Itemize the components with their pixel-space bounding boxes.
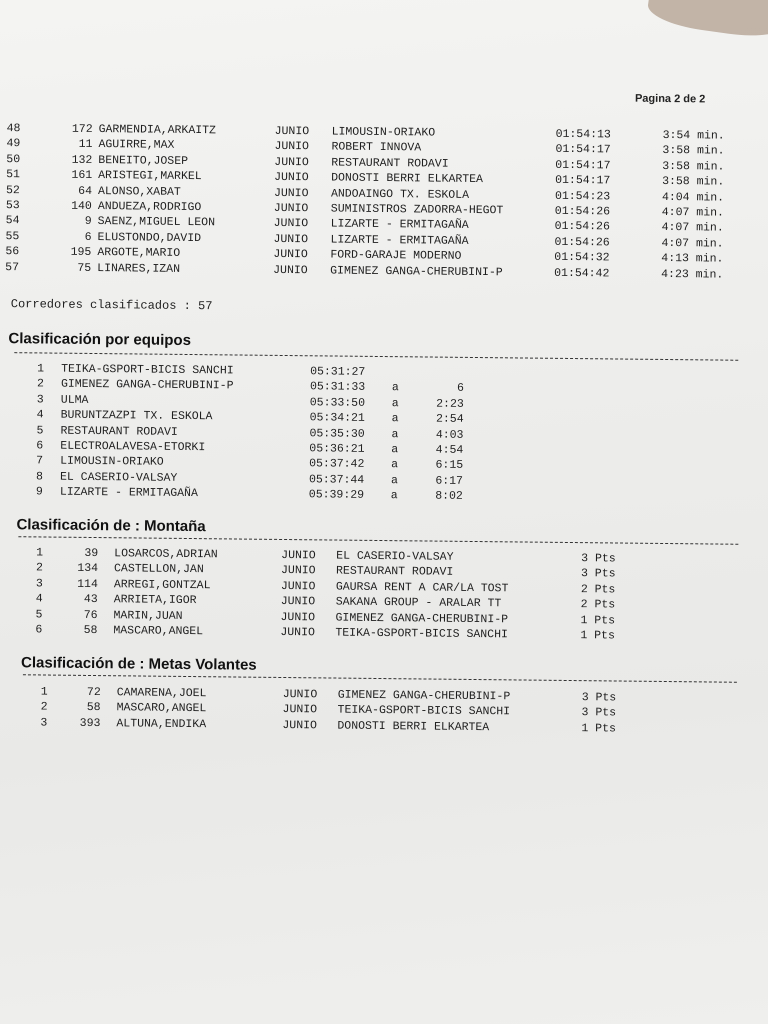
finish-time: 01:54:17: [555, 158, 611, 173]
category: JUNIO: [280, 595, 316, 609]
position: 57: [5, 260, 20, 274]
category: JUNIO: [280, 610, 316, 624]
bib-number: 58: [83, 623, 98, 638]
rider-name: MARIN,JUAN: [113, 608, 183, 623]
team-time: 05:33:50: [309, 396, 366, 410]
team-gap: 4:54: [435, 443, 464, 457]
team-name: EL CASERIO-VALSAY: [336, 549, 454, 564]
points: 3 Pts: [581, 691, 617, 705]
rider-name: ELUSTONDO,DAVID: [97, 230, 202, 245]
points: 2 Pts: [580, 598, 616, 612]
bib-number: 172: [71, 122, 93, 136]
finish-time: 01:54:13: [555, 127, 611, 142]
rider-name: ALONSO,XABAT: [97, 184, 181, 199]
gap-prefix: a: [391, 443, 399, 457]
position: 4: [35, 592, 43, 606]
team-time: 05:34:21: [309, 411, 365, 426]
team-position: 8: [35, 470, 43, 484]
team-name: BURUNTZAZPI TX. ESKOLA: [60, 408, 213, 424]
team-name: TEIKA-GSPORT-BICIS SANCHI: [61, 362, 234, 378]
category: JUNIO: [273, 217, 309, 231]
time-gap: 3:58 min.: [662, 144, 725, 158]
team-name: SUMINISTROS ZADORRA-HEGOT: [330, 202, 504, 218]
team-name: RESTAURANT RODAVI: [331, 156, 449, 171]
rider-name: CAMARENA,JOEL: [116, 686, 207, 701]
team-name: RESTAURANT RODAVI: [60, 424, 178, 439]
mountain-heading: Clasificación de : Montaña: [16, 516, 206, 536]
position: 1: [40, 685, 48, 699]
team-name: TEIKA-GSPORT-BICIS SANCHI: [337, 703, 511, 719]
category: JUNIO: [280, 625, 315, 640]
team-name: ULMA: [60, 393, 89, 407]
position: 5: [35, 608, 43, 622]
team-name: LIZARTE - ERMITAGAÑA: [330, 217, 469, 233]
team-name: DONOSTI BERRI ELKARTEA: [331, 171, 484, 187]
time-gap: 4:07 min.: [661, 221, 724, 235]
rider-name: BENEITO,JOSEP: [98, 153, 189, 168]
bib-number: 72: [86, 685, 101, 700]
category: JUNIO: [281, 548, 316, 563]
team-name: DONOSTI BERRI ELKARTEA: [337, 719, 490, 734]
team-time: 05:36:21: [309, 442, 365, 456]
rider-name: AGUIRRE,MAX: [98, 138, 175, 153]
category: JUNIO: [274, 140, 310, 154]
category: JUNIO: [273, 232, 309, 247]
team-name: GIMENEZ GANGA-CHERUBINI-P: [330, 264, 503, 279]
category: JUNIO: [273, 201, 309, 216]
category: JUNIO: [274, 171, 309, 185]
gap-prefix: a: [391, 381, 399, 395]
bib-number: 64: [78, 184, 93, 198]
category: JUNIO: [274, 124, 310, 139]
points: 1 Pts: [581, 721, 616, 736]
rider-name: LOSARCOS,ADRIAN: [114, 547, 218, 562]
gap-prefix: a: [390, 473, 398, 487]
team-gap: [416, 366, 464, 367]
time-gap: 4:07 min.: [661, 205, 725, 220]
team-name: TEIKA-GSPORT-BICIS SANCHI: [335, 626, 508, 642]
team-time: 05:31:27: [310, 365, 366, 379]
category: JUNIO: [273, 186, 309, 200]
position: 49: [6, 137, 21, 151]
page-number: Pagina 2 de 2: [634, 92, 706, 106]
team-time: 05:31:33: [309, 380, 366, 395]
points: 1 Pts: [580, 629, 615, 643]
points: 3 Pts: [581, 552, 616, 566]
category: JUNIO: [282, 703, 318, 717]
bib-number: 140: [71, 199, 92, 213]
finish-time: 01:54:26: [554, 220, 610, 234]
position: 56: [5, 245, 20, 259]
position: 48: [6, 122, 21, 136]
time-gap: 4:04 min.: [661, 190, 725, 205]
sprints-heading: Clasificación de : Metas Volantes: [20, 654, 257, 674]
team-time: 05:37:42: [309, 457, 365, 472]
rider-name: ARREGI,GONTZAL: [113, 578, 211, 593]
points: 3 Pts: [580, 567, 616, 581]
time-gap: 4:07 min.: [661, 236, 724, 251]
bib-number: 132: [71, 153, 93, 167]
team-name: LIMOUSIN-ORIAKO: [331, 125, 436, 140]
rider-name: SAENZ,MIGUEL LEON: [97, 215, 216, 230]
rider-name: ARISTEGI,MARKEL: [98, 169, 202, 184]
rider-name: CASTELLON,JAN: [113, 562, 204, 577]
team-gap: 6:15: [435, 458, 464, 473]
rider-name: ARRIETA,IGOR: [113, 593, 197, 608]
bib-number: 9: [84, 215, 92, 229]
team-name: GIMENEZ GANGA-CHERUBINI-P: [337, 688, 511, 704]
bib-number: 161: [71, 168, 93, 183]
position: 53: [5, 199, 20, 213]
team-time: 05:37:44: [308, 473, 365, 487]
category: JUNIO: [282, 687, 318, 702]
rider-name: ANDUEZA,RODRIGO: [97, 200, 202, 215]
position: 2: [35, 561, 44, 575]
rider-name: GARMENDIA,ARKAITZ: [98, 123, 217, 138]
team-name: SAKANA GROUP - ARALAR TT: [335, 595, 502, 611]
team-gap: 8:02: [435, 489, 463, 504]
team-position: 3: [36, 393, 44, 407]
bib-number: 43: [83, 593, 98, 607]
finish-time: 01:54:26: [554, 235, 610, 250]
team-name: GIMENEZ GANGA-CHERUBINI-P: [335, 611, 509, 626]
team-name: LIZARTE - ERMITAGAÑA: [59, 485, 198, 501]
points: 3 Pts: [581, 706, 617, 720]
position: 6: [35, 623, 43, 637]
position: 3: [35, 577, 43, 591]
category: JUNIO: [273, 263, 308, 277]
team-gap: 6:17: [435, 474, 464, 488]
classified-count: Corredores clasificados : 57: [10, 297, 213, 314]
team-name: GIMENEZ GANGA-CHERUBINI-P: [60, 378, 234, 393]
team-name: RESTAURANT RODAVI: [335, 564, 454, 580]
position: 50: [6, 152, 21, 167]
team-name: LIZARTE - ERMITAGAÑA: [330, 233, 469, 248]
category: JUNIO: [280, 579, 316, 594]
rider-name: ALTUNA,ENDIKA: [116, 717, 207, 731]
time-gap: 4:23 min.: [661, 267, 724, 282]
bib-number: 11: [78, 138, 93, 152]
bib-number: 39: [84, 546, 99, 561]
team-position: 7: [36, 454, 44, 468]
team-position: 6: [36, 439, 44, 453]
position: 54: [5, 214, 20, 228]
teams-divider: [14, 352, 738, 361]
time-gap: 3:58 min.: [662, 175, 725, 189]
gap-prefix: a: [391, 396, 399, 410]
gap-prefix: a: [391, 412, 399, 426]
category: JUNIO: [280, 564, 316, 578]
finish-time: 01:54:17: [555, 143, 611, 157]
rider-name: ARGOTE,MARIO: [97, 246, 181, 261]
category: JUNIO: [273, 248, 308, 262]
bib-number: 58: [86, 701, 101, 715]
team-name: EL CASERIO-VALSAY: [59, 470, 178, 485]
team-name: LIMOUSIN-ORIAKO: [60, 455, 164, 470]
mountain-divider: [18, 536, 738, 545]
team-position: 5: [36, 423, 44, 438]
finish-time: 01:54:32: [554, 251, 610, 265]
position: 52: [5, 183, 20, 197]
finish-time: 01:54:42: [554, 266, 610, 280]
finish-time: 01:54:17: [555, 174, 611, 188]
category: JUNIO: [274, 155, 309, 170]
points: 2 Pts: [580, 582, 616, 597]
team-name: ROBERT INNOVA: [331, 140, 422, 155]
rider-name: MASCARO,ANGEL: [113, 624, 204, 639]
gap-prefix: a: [390, 489, 398, 503]
team-position: 1: [37, 362, 45, 376]
bib-number: 114: [77, 577, 98, 591]
team-gap: 6: [456, 382, 465, 396]
bib-number: 195: [70, 245, 92, 260]
gap-prefix: a: [391, 458, 399, 472]
gap-prefix: a: [391, 427, 399, 441]
finish-time: 01:54:26: [554, 204, 611, 219]
teams-heading: Clasificación por equipos: [8, 330, 192, 350]
bib-number: 76: [83, 608, 98, 622]
team-position: 4: [36, 408, 44, 422]
sprints-divider: [23, 674, 737, 682]
bib-number: 134: [77, 562, 99, 576]
position: 51: [6, 168, 21, 182]
team-position: 9: [35, 485, 43, 499]
rider-name: LINARES,IZAN: [97, 261, 181, 276]
points: 1 Pts: [580, 613, 616, 628]
team-name: ANDOAINGO TX. ESKOLA: [330, 187, 470, 202]
position: 1: [36, 546, 44, 560]
team-name: FORD-GARAJE MODERNO: [330, 248, 462, 264]
bib-number: 6: [84, 230, 92, 244]
team-gap: 4:03: [435, 428, 464, 442]
position: 3: [40, 716, 48, 730]
position: 55: [5, 229, 20, 244]
time-gap: 3:58 min.: [662, 159, 725, 174]
team-name: ELECTROALAVESA-ETORKI: [60, 439, 206, 455]
team-time: 05:35:30: [309, 426, 365, 441]
position: 2: [40, 700, 48, 714]
rider-name: MASCARO,ANGEL: [116, 701, 207, 716]
team-position: 2: [36, 377, 44, 391]
finish-time: 01:54:23: [554, 189, 611, 203]
time-gap: 3:54 min.: [662, 128, 725, 143]
category: JUNIO: [282, 718, 318, 733]
team-time: 05:39:29: [308, 488, 365, 503]
team-gap: 2:23: [436, 397, 464, 411]
bib-number: 75: [77, 261, 92, 275]
team-name: GAURSA RENT A CAR/LA TOST: [335, 580, 509, 596]
time-gap: 4:13 min.: [661, 252, 724, 266]
bib-number: 393: [79, 716, 101, 730]
team-gap: 2:54: [435, 412, 464, 427]
